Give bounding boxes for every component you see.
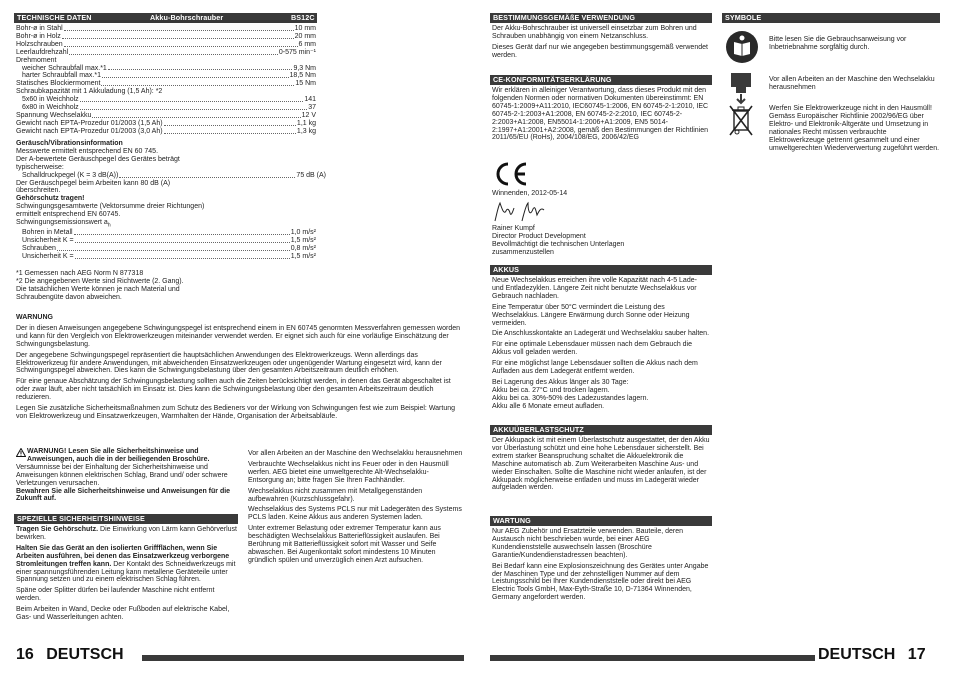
vibration-row: [16, 237, 316, 245]
mid-para-3: Wechselakkus nicht zusammen mit Metallgegenständen aufbewahren (Kurzschlussgefahr).: [248, 487, 423, 503]
mid-para-4: Wechselakkus des Systems PCLS nur mit Ladegeräten des Systems PCLS laden. Keine Akkus aus anderen Systemen laden.: [248, 506, 462, 522]
ce-authorized-1: Bevollmächtigt die technischen Unterlagen: [492, 240, 625, 248]
spec-label: Gewicht nach EPTA-Prozedur 01/2003 (1,5 Ah): [16, 119, 163, 127]
spec-label: Holzschrauben: [16, 40, 63, 48]
vibration-label: Unsicherheit K =: [22, 252, 74, 260]
vibration-row: [16, 229, 316, 237]
footnote-1: *1 Gemessen nach AEG Norm N 877318: [16, 270, 144, 277]
weee-bin-icon: [729, 104, 753, 138]
maintenance-text: [492, 528, 710, 605]
left-footer-bar: [142, 655, 464, 661]
spec-label: Schraubkapazität mit 1 Akkuladung (1,5 Ah): *2: [16, 88, 163, 96]
overload-text: Der Akkupack ist mit einem Überlastschutz ausgestattet, der den Akku vor Überlastung schützt und eine hohe Lebensdauer sicherstellt. Bei extrem starker Beanspruchung schaltet die Akkuelektronik die Maschine automatisch ab. Zum Weiterarbeiten Maschine Aus- und wieder Einschalten. Sollte die Maschine nicht wieder anlaufen, ist der Akkupack möglicherweise entladen und muss im Ladegerät wieder aufgeladen werden.: [492, 437, 710, 492]
vibration-value: 1,5 m/s²: [290, 236, 316, 244]
symbol-remove-battery-text: Vor allen Arbeiten an der Maschine den Wechselakku herausnehmen: [769, 76, 935, 91]
noise-line-2: Der A-bewertete Geräuschpegel des Gerätes beträgt: [16, 155, 180, 163]
noise-line-3: typischerweise:: [16, 163, 64, 171]
left-page-number-text: 16: [16, 646, 34, 663]
ce-signatory: [492, 225, 712, 257]
spec-row: [16, 96, 316, 104]
maintenance-header: WARTUNG: [490, 516, 712, 526]
special-text-2: Der Kontakt des Schneidwerkzeugs mit einer spannungsführenden Leitung kann metallene Geräteteile unter Spannung setzen und zu einem elektrischen Schlag führen.: [16, 560, 236, 584]
spec-label: Gewicht nach EPTA-Prozedur 01/2003 (3,0 Ah): [16, 127, 163, 135]
vibration-row: [16, 253, 316, 261]
spec-row: [16, 33, 316, 41]
overload-header: AKKUÜBERLASTSCHUTZ: [490, 425, 712, 435]
spec-value: 1,3 kg: [296, 127, 316, 135]
batteries-para-4: Für eine optimale Lebensdauer müssen nach dem Gebrauch die Akkus voll geladen werden.: [492, 341, 693, 357]
spec-value: 141: [304, 96, 316, 104]
spec-row: [16, 25, 316, 33]
spec-row: [16, 128, 316, 136]
batteries-para-2: Eine Temperatur über 50°C vermindert die Leistung des Wechselakkus. Längere Erwärmung durch Sonne oder Heizung vermeiden.: [492, 303, 690, 327]
batteries-text: [492, 277, 710, 411]
safety-block: [16, 448, 238, 503]
ce-name: Rainer Kumpf: [492, 225, 535, 232]
spec-label: Bohr-ø in Holz: [16, 32, 61, 40]
vibration-value: 1,0 m/s²: [290, 229, 316, 236]
ce-role: Director Product Development: [492, 232, 586, 240]
signature-image: [492, 199, 552, 225]
spec-value: 37: [308, 104, 316, 112]
vibration-label: Schrauben: [22, 244, 56, 252]
footnote-4: Schraubengüte davon abweichen.: [16, 293, 122, 301]
mid-para-1: Vor allen Arbeiten an der Maschine den Wechselakku herausnehmen: [248, 450, 463, 457]
warning-para-3: Für eine genaue Abschätzung der Schwingungsbelastung sollten auch die Zeiten berücksichtigt werden, in denen das Gerät abgeschaltet ist oder zwar läuft, aber nicht tatsächlich im Einsatz ist. Dies kann die Schwingungsbelastung über den gesamten Arbeitszeitraum deutlich reduzieren.: [16, 378, 451, 402]
special-safety-text: [16, 526, 238, 625]
spec-label: weicher Schraubfall max.*1: [22, 64, 107, 72]
right-page-language: DEUTSCH: [818, 646, 896, 663]
spec-value: 15 Nm: [295, 80, 316, 88]
spec-row: [16, 41, 316, 49]
batteries-para-3: Die Anschlusskontakte an Ladegerät und Wechselakku sauber halten.: [492, 330, 710, 338]
noise-value: 75 dB (A): [296, 171, 326, 179]
vibration-label: Bohren in Metall: [22, 229, 73, 236]
ce-text: Wir erklären in alleiniger Verantwortung, dass dieses Produkt mit den folgenden Normen oder normativen Dokumenten übereinstimmt: EN 60745-1:2009+A11:2010, IEC60745-1:2006, EN 60745-2-1:2010, IEC 60745-2-1:2003+A1:2008, EN 60745-2-2:2010, IEC 60745-2-2:2003+A1:2008, EN55014-1:2006+A1:2009, EN5 5014-2:1997+A1:2001+A2:2008, gemäß den Bestimmungen der Richtlinien 2011/65/EU (RoHs), 2004/108/EG, 2006/42/EG: [492, 87, 709, 142]
spec-value: 1,1 kg: [296, 119, 316, 127]
spec-value: 6 mm: [298, 40, 316, 48]
spec-row: [16, 57, 316, 65]
intended-use-text: [492, 25, 712, 63]
warning-triangle-icon: [16, 448, 26, 457]
left-page-number: [16, 647, 124, 663]
spec-header-product: Akku-Bohrschrauber: [150, 13, 224, 22]
left-page-language: DEUTSCH: [46, 646, 124, 663]
spec-table: [16, 25, 316, 136]
spec-row: [16, 120, 316, 128]
spec-value: 0-575 min⁻¹: [278, 48, 316, 56]
noise-line-1: Messwerte ermittelt entsprechend EN 60 745.: [16, 147, 159, 155]
spec-row: [16, 80, 316, 88]
footnote-3: Die tatsächlichen Werte können je nach Material und: [16, 285, 180, 293]
warning-para-2: Der angegebene Schwingungspegel repräsentiert die hauptsächlichen Anwendungen des Elektrowerkzeugs. Wenn allerdings das Elektrowerkzeug für andere Anwendungen, mit abweichenden Einsatzwerkzeugen oder ungenügender Wartung eingesetzt wird, kann der Schwingungspegel abweichen. Dies kann die Schwingungsbelastung über den gesamten Arbeitszeitraum deutlich erhöhen.: [16, 351, 442, 375]
maintenance-para-2: Bei Bedarf kann eine Explosionszeichnung des Gerätes unter Angabe der Maschinen Type und der zehnstelligen Nummer auf dem Leistungsschild bei Ihrer Kundendienststelle oder direkt bei AEG Electric Tools GmbH, Max-Eyth-Straße 10, D-71364 Winnenden, Germany angefordert werden.: [492, 562, 709, 602]
warning-para-1: Der in diesen Anweisungen angegebene Schwingungspegel ist entsprechend einem in EN 60745 genormten Messverfahren gemessen worden und kann für den Vergleich von Elektrowerkzeugen miteinander verwendet werden. Er eignet sich auch für eine vorläufige Einschätzung der Schwingungsbelastung.: [16, 324, 461, 348]
spec-label: Leerlaufdrehzahl: [16, 48, 69, 56]
safety-warning-bold: WARNUNG! Lesen Sie alle Sicherheitshinweise und Anweisungen, auch die in der beiliegenden Broschüre.: [27, 448, 210, 463]
spec-label: Drehmoment: [16, 56, 57, 64]
special-text-1: Die Einwirkung von Lärm kann Gehörverlust bewirken.: [16, 526, 237, 541]
special-safety-header: SPEZIELLE SICHERHEITSHINWEISE: [14, 514, 238, 524]
intended-use-para-2: Dieses Gerät darf nur wie angegeben bestimmungsgemäß verwendet werden.: [492, 43, 708, 59]
warning-para-4: Legen Sie zusätzliche Sicherheitsmaßnahmen zum Schutz des Bedieners vor der Wirkung von Schwingungen fest wie zum Beispiel: Wartung von Elektrowerkzeug und Einsatzwerkzeugen, Warmhalten der Hände, Organisation der Arbeitsabläufe.: [16, 405, 456, 420]
safety-keep-instructions: Bewahren Sie alle Sicherheitshinweise und Anweisungen für die Zukunft auf.: [16, 487, 231, 503]
batteries-storage-2: Akku bei ca. 27°C und trocken lagern.: [492, 386, 610, 394]
batteries-storage-1: Bei Lagerung des Akkus länger als 30 Tage:: [492, 378, 629, 386]
right-page-number-text: 17: [907, 646, 926, 663]
spec-value: 18,5 Nm: [289, 72, 316, 80]
spec-label: harter Schraubfall max.*1: [22, 72, 101, 80]
right-page-number: [818, 647, 926, 663]
batteries-storage-3: Akku bei ca. 30%-50% des Ladezustandes lagern.: [492, 394, 649, 402]
vibration-value: 0,8 m/s²: [290, 244, 316, 252]
spec-value: 12 V: [301, 111, 316, 119]
special-bold-2: Halten Sie das Gerät an den isolierten Griffflächen, wenn Sie Arbeiten ausführen, bei denen das Einsatzwerkzeug verborgene Stromleitungen treffen kann.: [16, 544, 230, 568]
hearing-protection-note: Gehörschutz tragen!: [16, 195, 85, 203]
vibration-table: [16, 229, 316, 261]
spec-row: [16, 112, 316, 120]
spec-value: 9,3 Nm: [293, 64, 316, 72]
safety-warning-text: Versäumnisse bei der Einhaltung der Sicherheitshinweise und Anweisungen können elektrischen Schlag, Brand und/ oder schwere Verletzungen verursachen.: [16, 463, 228, 487]
spec-header-title: TECHNISCHE DATEN: [17, 13, 92, 22]
special-para-4: Beim Arbeiten in Wand, Decke oder Fußboden auf elektrische Kabel, Gas- und Wasserleitungen achten.: [16, 606, 230, 622]
ce-place-date: Winnenden, 2012-05-14: [492, 190, 568, 197]
maintenance-para-1: Nur AEG Zubehör und Ersatzteile verwenden. Bauteile, deren Austausch nicht beschrieben wurde, bei einer AEG Kundendienststelle auswechseln lassen (Broschüre Garantie/Kundendienstadressen beachten).: [492, 528, 684, 559]
mid-para-5: Unter extremer Belastung oder extremer Temperatur kann aus beschädigten Wechselakkus Batterieflüssigkeit auslaufen. Bei Berührung mit Batterieflüssigkeit sofort mit Wasser und Seife abwaschen. Bei Augenkontakt sofort mindestens 10 Minuten gründlich spülen und unverzüglich einen Arzt aufsuchen.: [248, 525, 441, 564]
noise-title: Geräusch/Vibrationsinformation: [16, 140, 123, 147]
spec-row: [16, 49, 316, 57]
batteries-para-5: Für eine möglichst lange Lebensdauer sollten die Akkus nach dem Aufladen aus dem Ladegerät entfernt werden.: [492, 360, 698, 376]
vibration-label: Unsicherheit K =: [22, 236, 74, 244]
vib-line-3: Schwingungsemissionswert a: [16, 219, 108, 227]
symbols-header: SYMBOLE: [722, 13, 940, 23]
noise-value-row: [16, 172, 326, 180]
special-para-3: Späne oder Splitter dürfen bei laufender Maschine nicht entfernt werden.: [16, 587, 215, 603]
warning-title: WARNUNG: [16, 314, 53, 321]
spec-label: Bohr-ø in Stahl: [16, 25, 63, 32]
spec-label: Spannung Wechselakku: [16, 111, 92, 119]
batteries-para-1: Neue Wechselakkus erreichen ihre volle Kapazität nach 4-5 Lade- und Entladezyklen. Längere Zeit nicht benutzte Wechselakkus vor Gebrauch nachladen.: [492, 277, 697, 300]
vib-subscript: h: [107, 222, 111, 229]
intended-use-header: BESTIMMUNGSGEMÄßE VERWENDUNG: [490, 13, 712, 23]
vib-line-1: Schwingungsgesamtwerte (Vektorsumme dreier Richtungen): [16, 203, 205, 211]
spec-row: [16, 65, 316, 73]
spec-label: Statisches Blockiermoment: [16, 80, 101, 88]
vib-line-2: ermittelt entsprechend EN 60745.: [16, 211, 121, 219]
batteries-header: AKKUS: [490, 265, 712, 275]
warning-section: [16, 314, 463, 424]
ce-header: CE-KONFORMITÄTSERKLÄRUNG: [490, 75, 712, 85]
ce-authorized-2: zusammenzustellen: [492, 248, 554, 256]
spec-header-model: BS12C: [291, 13, 315, 22]
batteries-storage-4: Akku alle 6 Monate erneut aufladen.: [492, 402, 605, 410]
battery-safety-text: [248, 450, 463, 568]
read-manual-icon: [725, 30, 759, 64]
noise-value-label: Schalldruckpegel (K = 3 dB(A)): [22, 171, 119, 179]
ce-mark-icon: [493, 161, 529, 187]
vibration-value: 1,5 m/s²: [290, 252, 316, 260]
right-footer-bar: [490, 655, 815, 661]
spec-label: 5x60 in Weichholz: [22, 96, 79, 104]
noise-section: [16, 140, 326, 230]
spec-table-header: [14, 13, 317, 23]
special-bold-1: Tragen Sie Gehörschutz.: [16, 526, 99, 533]
spec-value: 10 mm: [294, 25, 316, 32]
noise-line-5: überschreiten.: [16, 187, 61, 195]
noise-line-4: Der Geräuschpegel beim Arbeiten kann 80 dB (A): [16, 179, 171, 187]
spec-row: [16, 88, 316, 96]
spec-row: [16, 104, 316, 112]
footnote-2: *2 Die angegebenen Werte sind Richtwerte (2. Gang).: [16, 277, 184, 285]
spec-value: 20 mm: [294, 32, 316, 40]
intended-use-para-1: Der Akku-Bohrschrauber ist universell einsetzbar zum Bohren und Schrauben unabhängig von einem Netzanschluss.: [492, 25, 697, 40]
footnotes: [16, 270, 316, 302]
spec-row: [16, 72, 316, 80]
spec-label: 6x80 in Weichholz: [22, 104, 79, 112]
symbol-read-manual-text: Bitte lesen Sie die Gebrauchsanweisung vor Inbetriebnahme sorgfältig durch.: [769, 36, 907, 51]
vibration-row: [16, 245, 316, 253]
remove-battery-icon: [727, 71, 755, 105]
symbol-weee-text: Werfen Sie Elektrowerkzeuge nicht in den Hausmüll! Gemäss Europäischer Richtlinie 2002/96/EG über Elektro- und Elektronik-Altgeräte und Umsetzung in nationales Recht müssen verbrauchte Elektrowerkzeuge getrennt gesammelt und einer umweltgerechten Wiederverwertung zugeführt werden.: [769, 105, 940, 152]
mid-para-2: Verbrauchte Wechselakkus nicht ins Feuer oder in den Hausmüll werfen. AEG bietet eine umweltgerechte Alt-Wechselakku-Entsorgung an; bitte fragen Sie Ihren Fachhändler.: [248, 460, 449, 484]
